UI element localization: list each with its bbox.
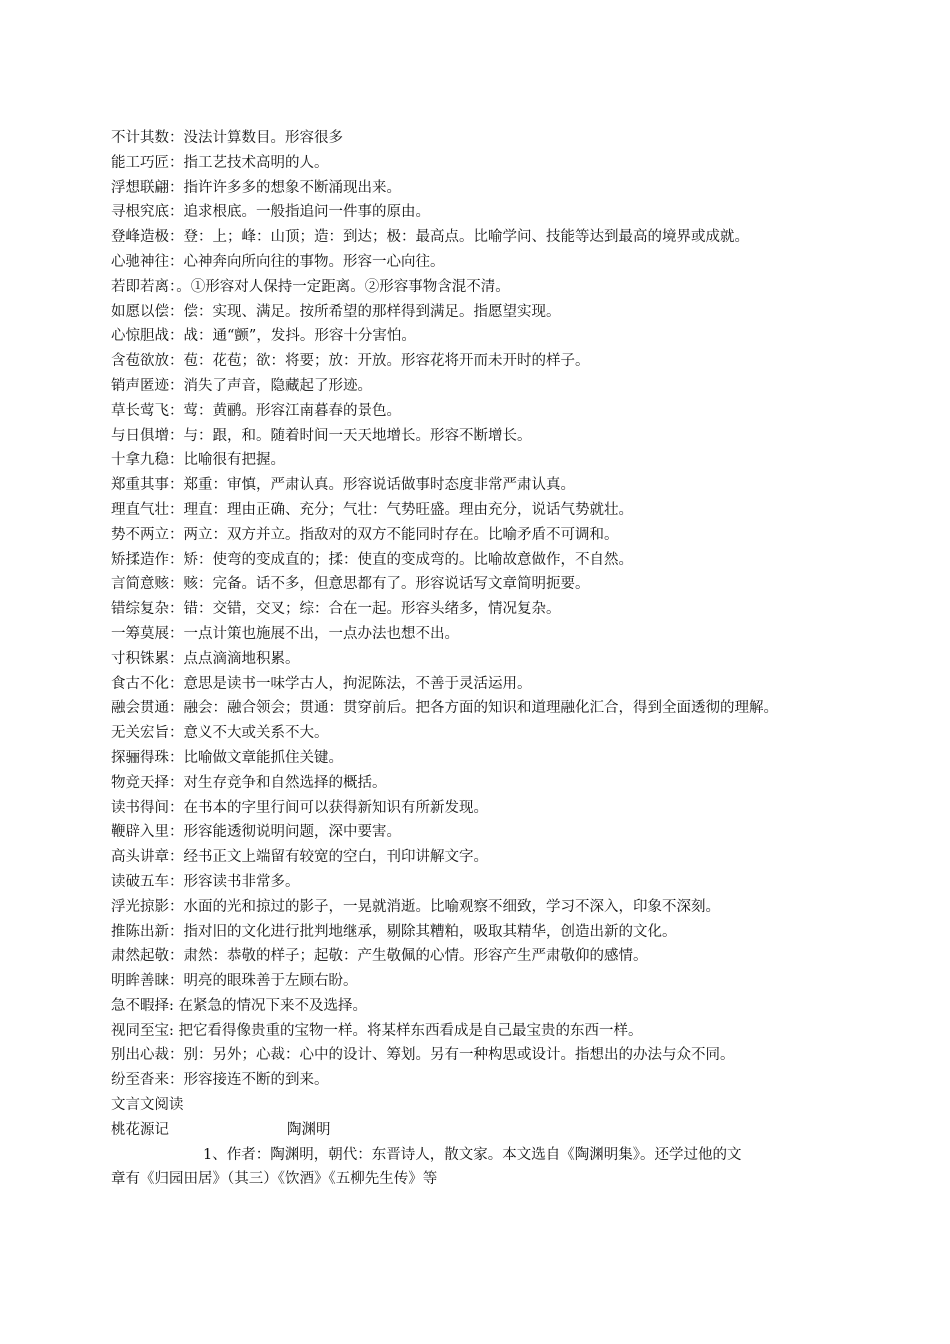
idiom-entry: 纷至沓来：形容接连不断的到来。 bbox=[111, 1072, 329, 1089]
idiom-entry-long: 融会贯通：融会：融合领会；贯通：贯穿前后。把各方面的知识和道理融化汇合，得到全面透彻的理解。 bbox=[111, 700, 778, 717]
idiom-entry: 不计其数：没法计算数目。形容很多 bbox=[111, 130, 343, 146]
idiom-entry: 读书得间：在书本的字里行间可以获得新知识有所新发现。 bbox=[111, 799, 488, 816]
idiom-entry: 视同至宝: 把它看得像贵重的宝物一样。将某样东西看成是自己最宝贵的东西一样。 bbox=[111, 1022, 643, 1039]
idiom-entry: 一筹莫展：一点计策也施展不出，一点办法也想不出。 bbox=[111, 625, 459, 642]
section-title: 文言文阅读 bbox=[111, 1097, 184, 1114]
idiom-entry: 草长莺飞：莺：黄鹂。形容江南暮春的景色。 bbox=[111, 402, 401, 419]
idiom-entry: 郑重其事：郑重：审慎，严肃认真。形容说话做事时态度非常严肃认真。 bbox=[111, 477, 575, 494]
idiom-entry: 矫揉造作：矫：使弯的变成直的；揉：使直的变成弯的。比喻故意做作，不自然。 bbox=[111, 551, 633, 568]
idiom-entry: 能工巧匠：指工艺技术高明的人。 bbox=[111, 154, 329, 171]
idiom-entry: 探骊得珠：比喻做文章能抓住关键。 bbox=[111, 749, 343, 766]
idiom-entry: 食古不化：意思是读书一味学古人，拘泥陈法，不善于灵活运用。 bbox=[111, 675, 532, 692]
idiom-entry: 理直气壮：理直：理由正确、充分；气壮：气势旺盛。理由充分，说话气势就壮。 bbox=[111, 501, 633, 518]
idiom-entry: 若即若离：。①形容对人保持一定距离。②形容事物含混不清。 bbox=[111, 278, 510, 295]
article-heading bbox=[111, 1118, 851, 1143]
document-content bbox=[111, 126, 851, 1192]
idiom-entry: 销声匿迹：消失了声音，隐藏起了形迹。 bbox=[111, 377, 372, 394]
idiom-entry: 别出心裁：别：另外；心裁：心中的设计、筹划。另有一种构思或设计。指想出的办法与众不同。 bbox=[111, 1047, 735, 1064]
idiom-entry: 肃然起敬：肃然：恭敬的样子；起敬：产生敬佩的心情。形容产生严肃敬仰的感情。 bbox=[111, 948, 648, 965]
idiom-entry: 推陈出新：指对旧的文化进行批判地继承，剔除其糟粕，吸取其精华，创造出新的文化。 bbox=[111, 923, 677, 940]
idiom-entry: 急不暇择: 在紧急的情况下来不及选择。 bbox=[111, 997, 367, 1014]
idiom-entry: 含苞欲放：苞：花苞；欲：将要；放：开放。形容花将开而未开时的样子。 bbox=[111, 353, 590, 370]
idiom-entry: 浮想联翩：指许许多多的想象不断涌现出来。 bbox=[111, 179, 401, 196]
idiom-entry: 浮光掠影：水面的光和掠过的影子，一晃就消逝。比喻观察不细致，学习不深入，印象不深刻。 bbox=[111, 898, 720, 915]
idiom-entry: 十拿九稳：比喻很有把握。 bbox=[111, 452, 285, 469]
idiom-entry: 寸积铢累：点点滴滴地积累。 bbox=[111, 650, 300, 667]
idiom-entry: 心惊胆战：战：通“颤”，发抖。形容十分害怕。 bbox=[111, 328, 416, 345]
idiom-entry: 寻根究底：追求根底。一般指追问一件事的原由。 bbox=[111, 204, 430, 221]
idiom-entry: 明眸善睐：明亮的眼珠善于左顾右盼。 bbox=[111, 973, 358, 990]
idiom-entry: 鞭辟入里：形容能透彻说明问题，深中要害。 bbox=[111, 824, 401, 841]
idiom-entry: 读破五车：形容读书非常多。 bbox=[111, 873, 300, 890]
idiom-entry: 如愿以偿：偿：实现、满足。按所希望的那样得到满足。指愿望实现。 bbox=[111, 303, 561, 320]
idiom-entry: 心驰神往：心神奔向所向往的事物。形容一心向往。 bbox=[111, 253, 445, 270]
idiom-entry: 言简意赅：赅：完备。话不多，但意思都有了。形容说话写文章简明扼要。 bbox=[111, 576, 590, 593]
idiom-entry: 势不两立：两立：双方并立。指敌对的双方不能同时存在。比喻矛盾不可调和。 bbox=[111, 526, 619, 543]
idiom-entry: 错综复杂：错：交错，交叉；综：合在一起。形容头绪多，情况复杂。 bbox=[111, 601, 561, 618]
paragraph-line: 1、作者：陶渊明，朝代：东晋诗人，散文家。本文选自《陶渊明集》。还学过他的文 bbox=[203, 1146, 742, 1163]
paragraph-line: 章有《归园田居》（其三）《饮酒》《五柳先生传》等 bbox=[111, 1171, 438, 1188]
idiom-entry: 登峰造极：登：上；峰：山顶；造：到达；极：最高点。比喻学问、技能等达到最高的境界或成就。 bbox=[111, 229, 749, 246]
idiom-entry: 高头讲章：经书正文上端留有较宽的空白，刊印讲解文字。 bbox=[111, 849, 488, 866]
idiom-entry: 与日俱增：与：跟，和。随着时间一天天地增长。形容不断增长。 bbox=[111, 427, 532, 444]
idiom-entry: 物竞天择：对生存竞争和自然选择的概括。 bbox=[111, 774, 387, 791]
article-author: 陶渊明 bbox=[287, 1121, 331, 1138]
idiom-entry: 无关宏旨：意义不大或关系不大。 bbox=[111, 725, 329, 742]
idiom-list bbox=[111, 126, 851, 1093]
article-title: 桃花源记 bbox=[111, 1121, 169, 1138]
